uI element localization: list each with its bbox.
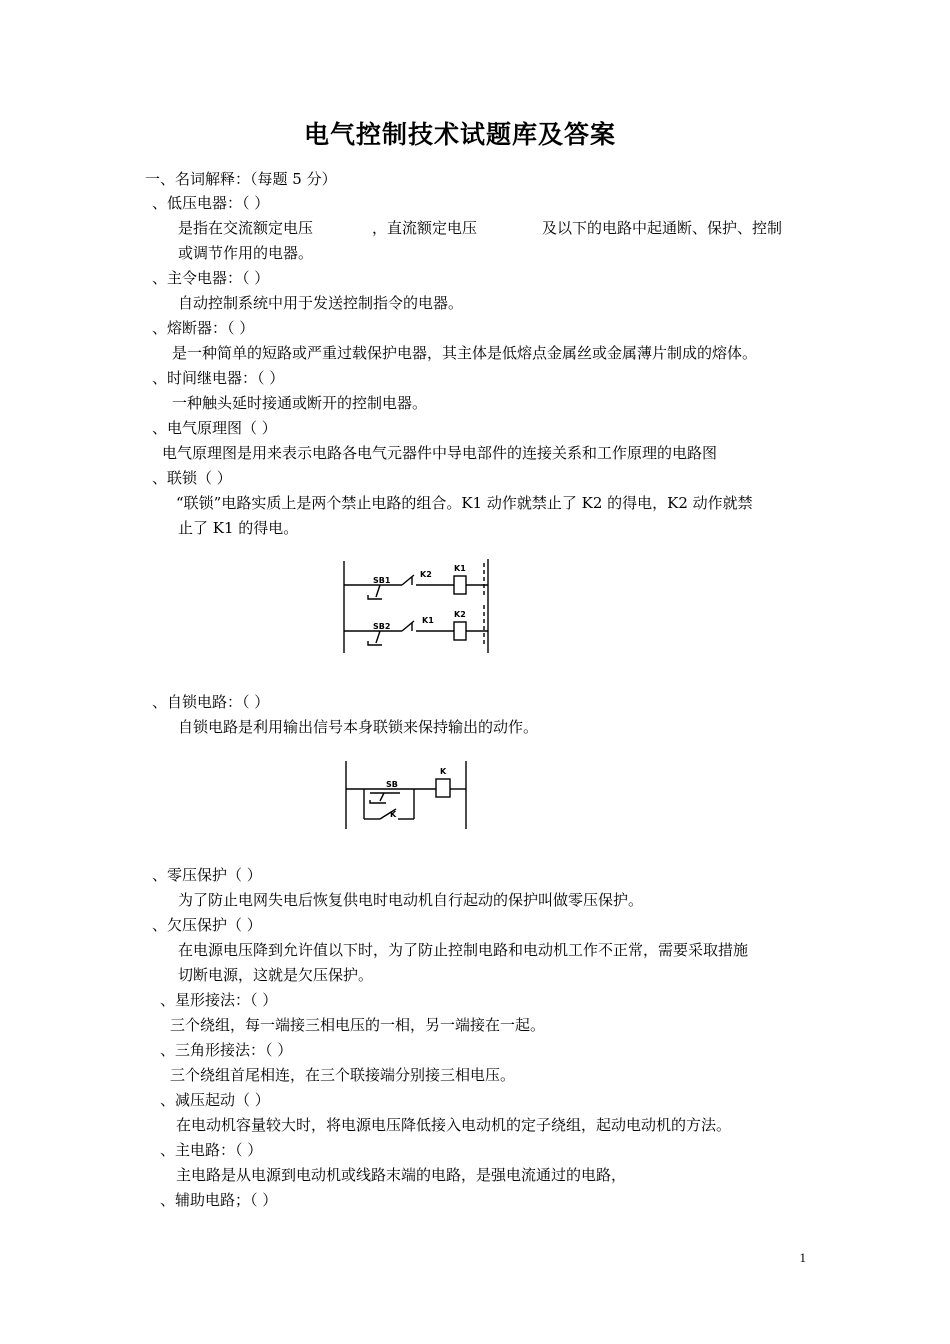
definition-text: 止了 K1 的得电。 (178, 519, 299, 537)
page-title: 电气控制技术试题库及答案 (303, 120, 616, 149)
page-number: 1 (799, 1250, 806, 1265)
self-lock-circuit-diagram (340, 757, 475, 832)
definition-text: 在电源电压降到允许值以下时，为了防止控制电路和电动机工作不正常，需要采取措施 (178, 941, 749, 959)
definition-text: 是指在交流额定电压 (178, 219, 314, 237)
term-star-connection: 、星形接法：（ ） (160, 991, 278, 1009)
definition-text: 三个绕组，每一端接三相电压的一相，另一端接在一起。 (170, 1016, 546, 1034)
term-time-relay: 、时间继电器：（ ） (152, 369, 285, 387)
label-k1-coil: K1 (454, 564, 466, 573)
label-sb2: SB2 (373, 622, 391, 631)
definition-text: 为了防止电网失电后恢复供电时电动机自行起动的保护叫做零压保护。 (178, 891, 644, 909)
definition-text: ，直流额定电压 (372, 219, 478, 237)
term-reduced-voltage-starting: 、减压起动（ ） (160, 1091, 270, 1109)
label-k2-contact: K2 (420, 570, 432, 579)
term-delta-connection: 、三角形接法：（ ） (160, 1041, 293, 1059)
definition-text: 在电动机容量较大时，将电源电压降低接入电动机的定子绕组，起动电动机的方法。 (176, 1116, 732, 1134)
label-k1-contact: K1 (422, 616, 434, 625)
interlock-circuit-diagram (338, 555, 498, 655)
label-k-coil: K (440, 767, 447, 776)
section-heading: 一、名词解释：（每题 5 分） (145, 170, 337, 188)
label-k2-coil: K2 (454, 610, 466, 619)
label-k-contact: K (390, 810, 397, 819)
term-interlock: 、联锁（ ） (152, 469, 232, 487)
term-master-switch: 、主令电器：（ ） (152, 269, 270, 287)
term-fuse: 、熔断器：（ ） (152, 319, 255, 337)
definition-text: 电气原理图是用来表示电路各电气元器件中导电部件的连接关系和工作原理的电路图 (162, 444, 718, 462)
term-undervoltage-protection: 、欠压保护（ ） (152, 916, 262, 934)
definition-text: 及以下的电路中起通断、保护、控制 (542, 219, 783, 237)
term-auxiliary-circuit: 、辅助电路；（ ） (160, 1191, 278, 1209)
term-zero-voltage-protection: 、零压保护（ ） (152, 866, 262, 884)
term-main-circuit: 、主电路：（ ） (160, 1141, 263, 1159)
definition-text: “联锁”电路实质上是两个禁止电路的组合。K1 动作就禁止了 K2 的得电，K2 动作就禁 (176, 494, 753, 512)
label-sb1: SB1 (373, 576, 391, 585)
term-schematic-diagram: 、电气原理图（ ） (152, 419, 277, 437)
definition-text: 自锁电路是利用输出信号本身联锁来保持输出的动作。 (178, 718, 539, 736)
definition-text: 是一种简单的短路或严重过载保护电器，其主体是低熔点金属丝或金属薄片制成的熔体。 (172, 344, 758, 362)
definition-text: 主电路是从电源到电动机或线路末端的电路，是强电流通过的电路， (176, 1166, 627, 1184)
definition-text: 一种触头延时接通或断开的控制电器。 (172, 394, 428, 412)
label-sb: SB (386, 780, 398, 789)
term-low-voltage-apparatus: 、低压电器：（ ） (152, 194, 270, 212)
definition-text: 或调节作用的电器。 (178, 244, 314, 262)
definition-text: 切断电源，这就是欠压保护。 (178, 966, 374, 984)
definition-text: 三个绕组首尾相连，在三个联接端分别接三相电压。 (170, 1066, 516, 1084)
definition-text: 自动控制系统中用于发送控制指令的电器。 (178, 294, 464, 312)
term-self-lock-circuit: 、自锁电路：（ ） (152, 693, 270, 711)
